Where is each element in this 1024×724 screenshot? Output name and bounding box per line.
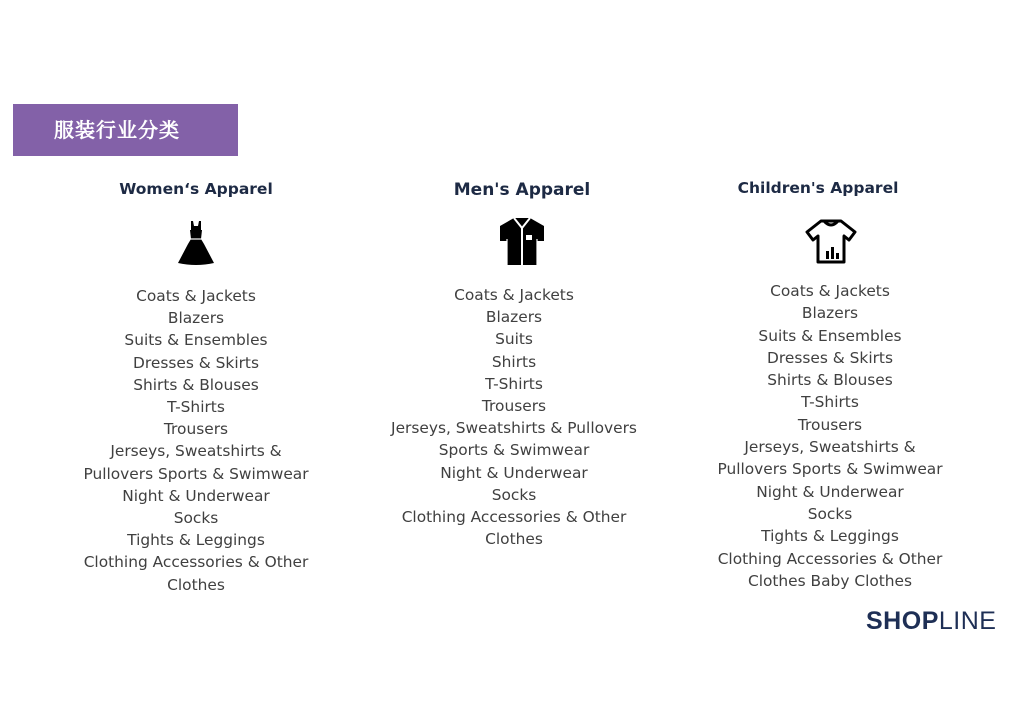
section-title: 服装行业分类 bbox=[54, 118, 180, 142]
list-item: Shirts & Blouses bbox=[133, 375, 259, 394]
list-item: Blazers bbox=[485, 308, 543, 327]
list-item: Clothes Baby Clothes bbox=[747, 571, 913, 590]
list-item: Blazers bbox=[167, 309, 225, 328]
list-item: Blazers bbox=[801, 304, 859, 323]
list-item: Dresses & Skirts bbox=[767, 348, 893, 367]
list-item: Clothing Accessories & Other bbox=[717, 549, 943, 568]
list-item: Socks bbox=[173, 509, 219, 528]
list-item: Jerseys, Sweatshirts & Pullovers bbox=[391, 419, 637, 438]
kids-tshirt-icon bbox=[804, 217, 858, 265]
column-heading-children: Children's Apparel bbox=[737, 179, 899, 197]
list-item: Clothing Accessories & Other bbox=[83, 553, 309, 572]
list-item: Night & Underwear bbox=[756, 482, 904, 501]
column-heading-men: Men's Apparel bbox=[453, 180, 591, 200]
list-item: Night & Underwear bbox=[440, 463, 588, 482]
list-item: Clothes bbox=[485, 530, 543, 549]
list-item: T-Shirts bbox=[485, 374, 543, 393]
logo-text-part: LINE bbox=[938, 607, 997, 635]
list-item: Socks bbox=[807, 504, 853, 523]
list-item: Night & Underwear bbox=[122, 486, 270, 505]
logo-text-part: P bbox=[921, 607, 939, 635]
list-item: Pullovers Sports & Swimwear bbox=[717, 460, 943, 479]
list-item: Jerseys, Sweatshirts & bbox=[744, 438, 916, 457]
list-item: Jerseys, Sweatshirts & bbox=[110, 442, 282, 461]
womens-apparel-list bbox=[72, 285, 320, 596]
list-item: Shirts bbox=[491, 352, 537, 371]
mens-apparel-list bbox=[390, 284, 638, 550]
list-item: Dresses & Skirts bbox=[133, 353, 259, 372]
logo-text-part: SH bbox=[866, 607, 902, 635]
list-item: Trousers bbox=[797, 415, 863, 434]
list-item: Trousers bbox=[163, 420, 229, 439]
list-item: Suits & Ensembles bbox=[758, 326, 902, 345]
section-title-banner bbox=[13, 104, 238, 156]
list-item: Pullovers Sports & Swimwear bbox=[83, 464, 309, 483]
logo-text-part: O bbox=[901, 607, 922, 635]
list-item: T-Shirts bbox=[801, 393, 859, 412]
childrens-apparel-list bbox=[706, 280, 954, 592]
list-item: Socks bbox=[491, 485, 537, 504]
list-item: Suits bbox=[495, 330, 533, 349]
list-item: Coats & Jackets bbox=[136, 287, 256, 305]
list-item: Shirts & Blouses bbox=[767, 371, 893, 390]
column-heading-women: Women‘s Apparel bbox=[119, 180, 273, 198]
list-item: Coats & Jackets bbox=[770, 282, 890, 300]
dress-icon bbox=[176, 219, 216, 267]
list-item: Trousers bbox=[481, 397, 547, 416]
list-item: Coats & Jackets bbox=[454, 286, 574, 304]
list-item: Sports & Swimwear bbox=[438, 441, 590, 460]
list-item: T-Shirts bbox=[167, 398, 225, 417]
list-item: Tights & Leggings bbox=[761, 527, 899, 546]
shopline-logo bbox=[866, 607, 996, 636]
list-item: Suits & Ensembles bbox=[124, 331, 268, 350]
shirt-icon bbox=[497, 215, 547, 267]
list-item: Clothing Accessories & Other bbox=[401, 508, 627, 527]
list-item: Clothes bbox=[167, 575, 225, 594]
list-item: Tights & Leggings bbox=[127, 531, 265, 550]
